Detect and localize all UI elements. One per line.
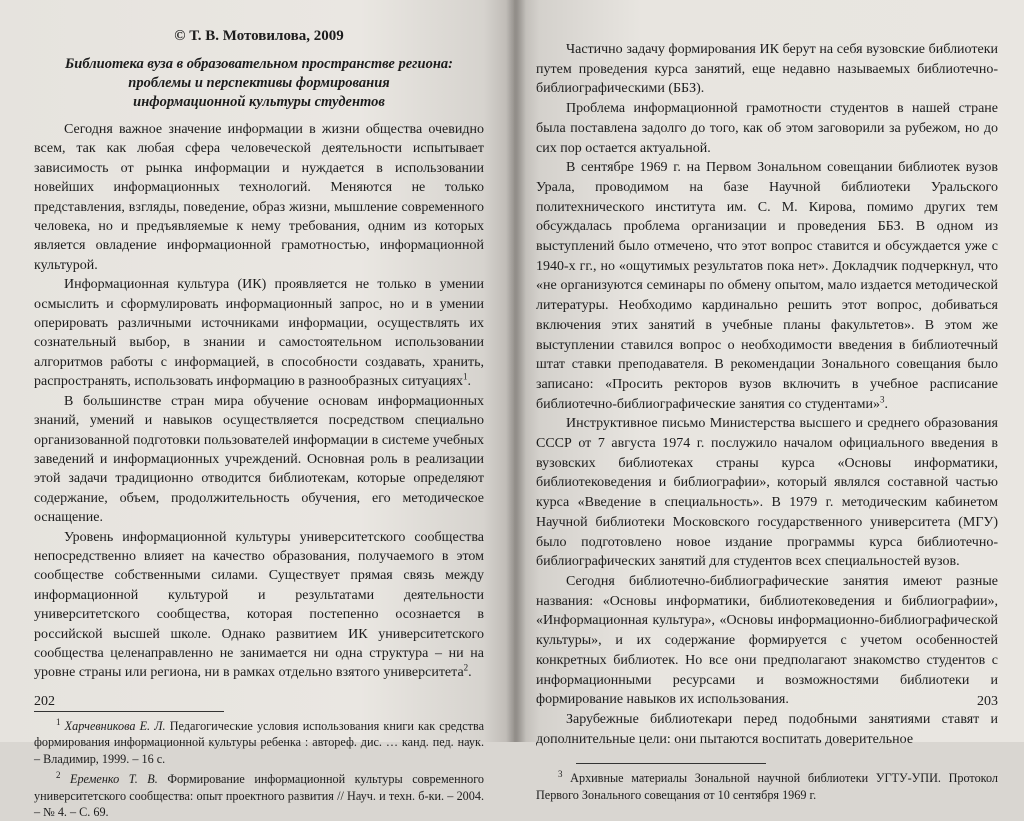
right-body-text <box>536 40 998 749</box>
footnote-divider <box>34 711 224 712</box>
paragraph: Уровень информационной культуры университетского сообщества непосредственно влияет на качество образования, получаемого в этом сообществе собственными силами. Существует прямая связь между информационной культурой и результатами деятельности университетского сообщества, которая постепенно осознается в российской высшей школе. Однако развитием ИК университетского сообщества целенаправленно не занимается ни одна структура – ни на уровне страны или региона, ни в рамках отдельно взятого университета$^2$. <box>34 529 484 681</box>
footnote-text: Архивные материалы Зональной научной библиотеки УГТУ-УПИ. Протокол Первого Зонального совещания от 10 сентября 1969 г. <box>536 771 998 802</box>
left-body-text <box>34 120 484 683</box>
paragraph: Проблема информационной грамотности студентов в нашей стране была поставлена задолго до того, как об этом заговорили за рубежом, но до сих пор остается актуальной. <box>536 101 998 156</box>
right-page <box>514 0 1024 802</box>
footnote-ref: 1 <box>463 371 468 382</box>
footnote-text: Формирование информационной культуры современного университетского сообщества: опыт проектного развития // Науч. и техн. б-ки. – 2004. – № 4. – С. 69. <box>34 772 484 820</box>
footnote-author: Харчевникова Е. Л. <box>64 718 166 733</box>
footnote-number: 1 <box>56 716 61 727</box>
footnote-number: 2 <box>56 770 61 781</box>
footnote-author: Еременко Т. В. <box>70 772 158 787</box>
title-line: проблемы и перспективы формирования <box>128 75 390 91</box>
footnote <box>34 771 484 821</box>
article-title <box>34 55 484 112</box>
footnote-divider <box>576 763 766 764</box>
paragraph <box>536 158 998 414</box>
footnote-ref: 3 <box>879 394 885 404</box>
page-number: 202 <box>34 694 55 709</box>
copyright-line: © Т. В. Мотовилова, 2009 <box>174 28 344 44</box>
paragraph: В большинстве стран мира обучение основам информационных знаний, умений и навыков осуществляется посредством специально организованной подготовки пользователей информации в системе учебных заведений и информационных учреждений. Основная роль в реализации этой задачи традиционно отводится библиотекам, которые определяют содержание, объем, продолжительность обучения, его методическое оснащение. <box>34 393 484 526</box>
paragraph-text: Информационная культура (ИК) проявляется не только в умении осмыслить и сформулировать информационный запрос, но и в умении оперировать различными источниками информации, осуществлять их сознательный выбор, в знании и самостоятельном использовании алгоритмов работы с информацией, в способности создавать, хранить, распространять, использовать информацию в разнообразных ситуациях <box>34 277 484 390</box>
footnote-text: Педагогические условия использования книги как средства формирования информационной культуры ребенка : автореф. дис. … канд. пед. наук. – Владимир, 1999. – 16 с. <box>34 718 484 766</box>
paragraph: Зарубежные библиотекари перед подобными занятиями ставят и дополнительные цели: они пытаются воспитать доверительное <box>536 711 998 747</box>
paragraph: Сегодня важное значение информации в жизни общества очевидно всем, так как любая сфера человеческой деятельности испытывает зависимость от рынка информации и нуждается в использовании новейших информационных технологий. Меняются не только представления, взгляды, поведение, образ жизни, мышление современного человека, но и предъявляемые к нему требования, одним из которых является овладение информационной грамотностью, информационной культурой. <box>34 122 484 273</box>
paragraph: Информационная культура (ИК) проявляется не только в умении осмыслить и сформулировать информационный запрос, но и в умении оперировать различными источниками информации, осуществлять их сознательный выбор, в знании и самостоятельном использовании алгоритмов работы с информацией, в способности создавать, хранить, распространять, использовать информацию в разнообразных ситуациях$^1$. <box>34 277 484 390</box>
footnote-number: 3 <box>558 769 563 780</box>
title-line: информационной культуры студентов <box>133 94 385 110</box>
paragraph: Частично задачу формирования ИК берут на себя вузовские библиотеки путем проведения курса занятий, еще недавно называемых библиотечно-библиографическими (ББЗ). <box>536 42 998 97</box>
paragraph-text: Уровень информационной культуры университетского сообщества непосредственно влияет на качество образования, получаемого в этом сообществе собственными силами. Существует прямая связь между информационной культурой и результатами деятельности университетского сообщества, которая постепенно осознается в российской высшей школе. Однако развитием ИК университетского сообщества целенаправленно не занимается ни одна структура – ни на уровне страны или региона, ни в рамках отдельно взятого университета <box>34 529 484 681</box>
page-number: 203 <box>977 694 998 709</box>
paragraph-tail: . <box>884 396 888 412</box>
paragraph: Инструктивное письмо Министерства высшего и среднего образования СССР от 7 августа 1974 г. послужило началом официального введения в вузовских библиотеках страны курса «Основы информатики, библиотековедения и библиографии», который являлся составной частью курса «Введение в специальность». В 1979 г. методическим кабинетом Научной библиотеки Московского государственного университета (МГУ) было подготовлено новое издание программы курса библиотечно-библиографических занятий для студентов всех специальностей вузов. <box>536 416 998 570</box>
footnote <box>536 770 998 803</box>
footnote-ref: 2 <box>463 662 469 673</box>
paragraph: Сегодня библиотечно-библиографические занятия имеют разные названия: «Основы информатики, библиотековедения и библиографии», «Информационная культура», «Основы информационно-библиографической культуры», и их содержание формируется с учетом особенностей конкретных библиотек. Но все они предполагают знакомство студентов с информационными ресурсами и возможностями библиотеки и формирование навыков их использования. <box>536 573 998 708</box>
footnote <box>34 718 484 768</box>
title-line: Библиотека вуза в образовательном пространстве региона: <box>65 56 453 72</box>
paragraph-text: В сентябре 1969 г. на Первом Зональном совещании библиотек вузов Урала, проводимом на базе Научной библиотеки Уральского политехнического института им. С. М. Кирова, помимо других тем обсуждалась проблема организации и проведения ББЗ. В одном из выступлений было отмечено, что этот вопрос ставится и обсуждается уже с 1940-х гг., но «ощутимых результатов пока нет». Докладчик подчеркнул, что «не организуются семинары по обмену опытом, мало издается методической литературы. Необходимо кардинально решить этот вопрос, добиваться включения этих занятий в учебные планы факультетов». В этом же выступлении ставился вопрос о необходимости введения в библиотечный штат ставки преподавателя. В рекомендации Зонального совещания было записано: «Просить ректоров вузов включить в учебное расписание библиотечно-библиографические занятия со студентами» <box>536 160 998 412</box>
